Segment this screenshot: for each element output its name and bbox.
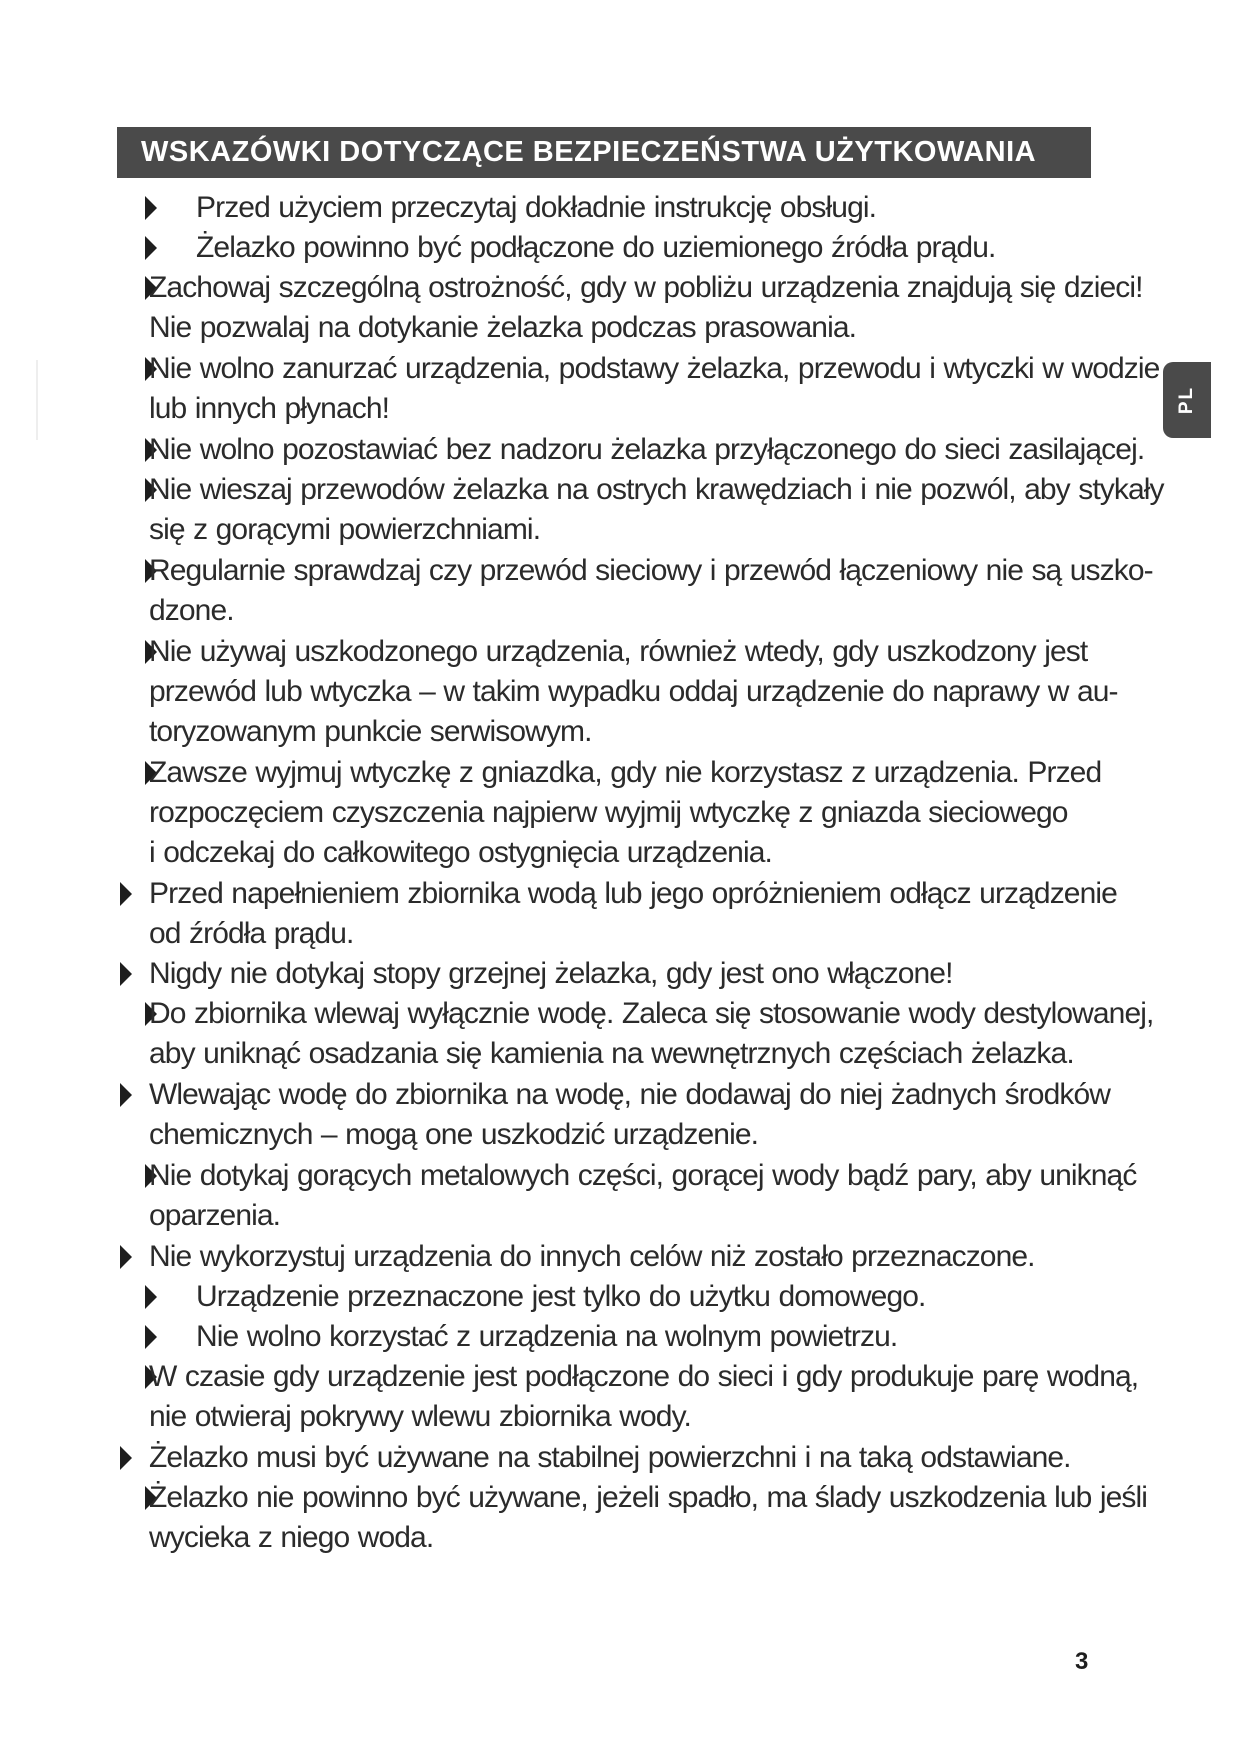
list-item-text: Zachowaj szczególną ostrożność, gdy w pobliżu urządzenia znajdują się dzieci!	[149, 271, 1143, 304]
list-item-text: Nie używaj uszkodzonego urządzenia, również wtedy, gdy uszkodzony jest	[149, 635, 1088, 668]
list-item-text: wycieka z niego woda.	[149, 1521, 434, 1554]
section-title: WSKAZÓWKI DOTYCZĄCE BEZPIECZEŃSTWA UŻYTKOWANIA	[141, 136, 1037, 168]
list-item-text: Żelazko musi być używane na stabilnej powierzchni i na taką odstawiane.	[149, 1441, 1071, 1474]
list-item-text: się z gorącymi powierzchniami.	[149, 513, 541, 546]
list-item	[149, 430, 1144, 470]
list-item	[149, 874, 1117, 954]
list-item-text: chemicznych – mogą one uszkodzić urządzenie.	[149, 1118, 759, 1151]
list-item	[149, 1438, 1071, 1478]
list-item-text: i odczekaj do całkowitego ostygnięcia urządzenia.	[149, 836, 772, 869]
language-tab-label: PL	[1176, 385, 1197, 415]
bullet-icon	[145, 1325, 157, 1349]
list-item	[196, 1277, 925, 1317]
list-item-text: Nie wolno korzystać z urządzenia na wolnym powietrzu.	[196, 1320, 898, 1353]
list-item-text: Regularnie sprawdzaj czy przewód sieciowy i przewód łączeniowy nie są uszko-	[149, 554, 1153, 587]
bullet-icon	[120, 882, 132, 906]
list-item	[149, 1075, 1110, 1155]
list-item-text: oparzenia.	[149, 1199, 281, 1232]
language-tab	[1163, 362, 1211, 438]
list-item-text: Nie dotykaj gorących metalowych części, gorącej wody bądź pary, aby uniknąć	[149, 1159, 1137, 1192]
list-item-text: Nie wieszaj przewodów żelazka na ostrych krawędziach i nie pozwól, aby stykały	[149, 473, 1164, 506]
bullet-icon	[120, 1083, 132, 1107]
list-item-text: Żelazko powinno być podłączone do uziemionego źródła prądu.	[196, 231, 996, 264]
list-item-text: toryzowanym punkcie serwisowym.	[149, 715, 592, 748]
list-item	[196, 188, 876, 228]
list-item-text: Wlewając wodę do zbiornika na wodę, nie dodawaj do niej żadnych środków	[149, 1078, 1111, 1111]
list-item-text: Nie wolno zanurzać urządzenia, podstawy żelazka, przewodu i wtyczki w wodzie	[149, 352, 1160, 385]
list-item	[149, 954, 953, 994]
bullet-icon	[145, 1285, 157, 1309]
list-item	[149, 632, 1118, 752]
list-item-text: Nie pozwalaj na dotykanie żelazka podczas prasowania.	[149, 311, 857, 344]
list-item-text: lub innych płynach!	[149, 392, 390, 425]
list-item-text: Zawsze wyjmuj wtyczkę z gniazdka, gdy nie korzystasz z urządzenia. Przed	[149, 756, 1102, 789]
list-item-text: Nigdy nie dotykaj stopy grzejnej żelazka, gdy jest ono włączone!	[149, 957, 953, 990]
list-item-text: nie otwieraj pokrywy wlewu zbiornika wody.	[149, 1400, 691, 1433]
list-item	[149, 994, 1153, 1074]
list-item	[149, 753, 1101, 873]
section-header	[117, 127, 1091, 178]
list-item-text: Przed napełnieniem zbiornika wodą lub jego opróżnieniem odłącz urządzenie	[149, 877, 1117, 910]
list-item-text: W czasie gdy urządzenie jest podłączone do sieci i gdy produkuje parę wodną,	[149, 1360, 1139, 1393]
list-item-text: Do zbiornika wlewaj wyłącznie wodę. Zaleca się stosowanie wody destylowanej,	[149, 997, 1154, 1030]
list-item-text: Przed użyciem przeczytaj dokładnie instrukcję obsługi.	[196, 191, 877, 224]
bullet-icon	[120, 1245, 132, 1269]
list-item-text: Urządzenie przeznaczone jest tylko do użytku domowego.	[196, 1280, 926, 1313]
list-item	[149, 1478, 1147, 1558]
list-item	[149, 349, 1159, 429]
page-number: 3	[1075, 1648, 1089, 1675]
bullet-icon	[145, 196, 157, 220]
list-item	[196, 1317, 897, 1357]
list-item	[149, 1156, 1136, 1236]
list-item-text: rozpoczęciem czyszczenia najpierw wyjmij wtyczkę z gniazda sieciowego	[149, 796, 1068, 829]
list-item	[149, 470, 1164, 550]
list-item-text: od źródła prądu.	[149, 917, 354, 950]
list-item	[149, 1237, 1035, 1277]
list-item-text: Nie wykorzystuj urządzenia do innych celów niż zostało przeznaczone.	[149, 1240, 1035, 1273]
bullet-icon	[145, 236, 157, 260]
bullet-icon	[120, 962, 132, 986]
list-item	[196, 228, 995, 268]
list-item	[149, 551, 1153, 631]
list-item-text: dzone.	[149, 594, 234, 627]
list-item-text: aby uniknąć osadzania się kamienia na wewnętrznych częściach żelazka.	[149, 1037, 1074, 1070]
list-item	[149, 1357, 1138, 1437]
list-item	[149, 268, 1143, 348]
list-item-text: Żelazko nie powinno być używane, jeżeli spadło, ma ślady uszkodzenia lub jeśli	[149, 1481, 1148, 1514]
margin-line	[36, 360, 38, 440]
list-item-text: Nie wolno pozostawiać bez nadzoru żelazka przyłączonego do sieci zasilającej.	[149, 433, 1145, 466]
bullet-icon	[120, 1446, 132, 1470]
list-item-text: przewód lub wtyczka – w takim wypadku oddaj urządzenie do naprawy w au-	[149, 675, 1118, 708]
